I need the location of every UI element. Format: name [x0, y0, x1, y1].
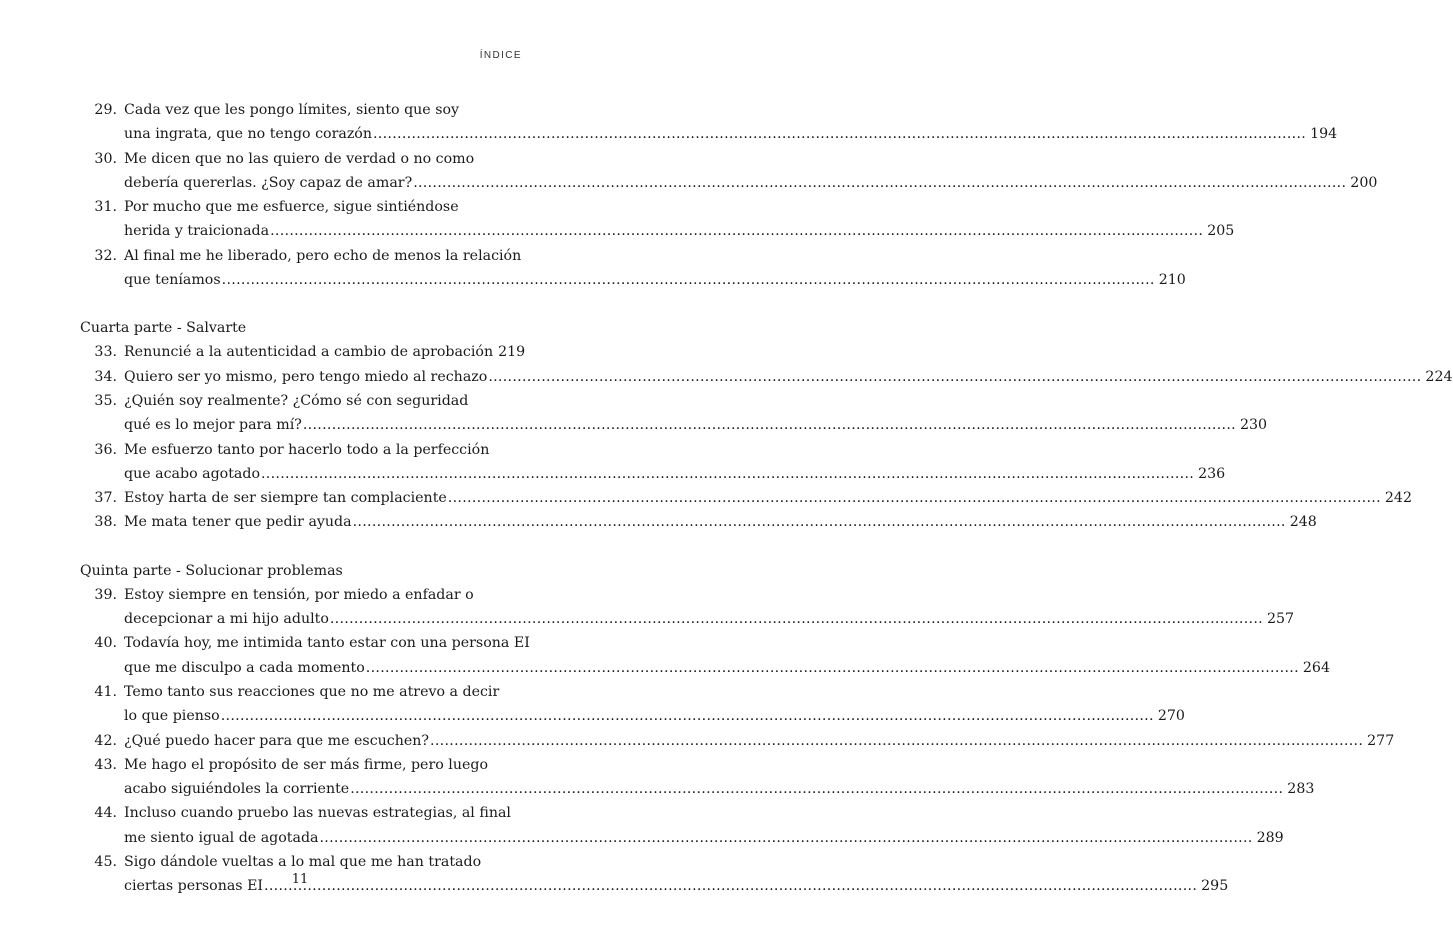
toc-entry-title-line: herida y traicionada — [124, 223, 270, 240]
toc-entry-page: 277 — [1367, 732, 1395, 749]
toc-entry-number: 30. — [94, 150, 117, 167]
toc-entry-page: 289 — [1256, 829, 1284, 846]
toc-entry-page: 242 — [1384, 490, 1412, 507]
toc-entry-title-line: ¿Quién soy realmente? ¿Cómo sé con seguridad — [124, 392, 469, 409]
toc-entry-page: 264 — [1302, 659, 1330, 676]
toc-entry-title-line: Me mata tener que pedir ayuda — [124, 514, 352, 531]
toc-entry[interactable] — [80, 98, 1338, 147]
toc-entry[interactable] — [80, 365, 1453, 389]
toc-entry-title-line: Renuncié a la autenticidad a cambio de aprobación — [124, 344, 494, 361]
dot-leader — [366, 656, 1299, 680]
toc-entry-page: 295 — [1201, 878, 1229, 895]
toc-entry-page: 270 — [1157, 708, 1185, 725]
toc-entry-page: 236 — [1198, 465, 1226, 482]
toc-section-title[interactable]: Quinta parte - Solucionar problemas — [80, 562, 343, 579]
toc-entry-number: 36. — [94, 441, 117, 458]
toc-entry-page: 205 — [1207, 223, 1235, 240]
toc-entry-title-line: Incluso cuando pruebo las nuevas estrategias, al final — [124, 805, 511, 822]
toc-entry-title-line: Me dicen que no las quiero de verdad o no como — [124, 150, 475, 167]
toc-entry-title-line: que teníamos — [124, 272, 221, 289]
toc-entry-number: 34. — [94, 368, 117, 385]
toc-entry-title-line: lo que pienso — [124, 708, 220, 725]
toc-entry-title-line: que acabo agotado — [124, 465, 260, 482]
toc-entry-title-line: Estoy siempre en tensión, por miedo a enfadar o — [124, 586, 474, 603]
toc-entry[interactable] — [80, 389, 1268, 438]
dot-leader — [303, 413, 1236, 437]
dot-leader — [221, 704, 1154, 728]
dot-leader — [488, 365, 1421, 389]
toc-entry-title-line: Temo tanto sus reacciones que no me atrevo a decir — [124, 683, 500, 700]
toc-entry[interactable] — [80, 729, 1395, 753]
toc-entry-number: 32. — [94, 247, 117, 264]
toc-entry-title-line: Sigo dándole vueltas a lo mal que me han tratado — [124, 854, 482, 871]
dot-leader — [320, 826, 1253, 850]
toc-entry[interactable] — [80, 195, 1235, 244]
toc-entry-title-line: Todavía hoy, me intimida tanto estar con una persona EI — [124, 635, 530, 652]
toc-entry[interactable] — [80, 510, 1317, 534]
running-head: ÍNDICE — [479, 50, 522, 61]
toc-entry[interactable] — [80, 583, 1295, 632]
toc-entry-page: 230 — [1239, 417, 1268, 434]
toc-entry[interactable] — [80, 486, 1412, 510]
toc-entry-number: 44. — [94, 805, 117, 822]
toc-entry-number: 42. — [94, 732, 117, 749]
toc-entry-title-line: Cada vez que les pongo límites, siento que soy — [124, 102, 460, 118]
toc-entry-page: 257 — [1266, 611, 1295, 628]
toc-entry-number: 41. — [94, 683, 117, 700]
toc-entry-title-line: me siento igual de agotada — [124, 829, 319, 846]
dot-leader — [270, 219, 1203, 243]
toc-entry-title-line: Me esfuerzo tanto por hacerlo todo a la perfección — [124, 441, 490, 458]
toc-entry-title-line: Al final me he liberado, pero echo de menos la relación — [124, 247, 522, 264]
toc-entry[interactable] — [80, 147, 1378, 196]
table-of-contents — [80, 98, 1453, 899]
toc-entry-page: 200 — [1350, 174, 1378, 191]
toc-entry-number: 40. — [94, 635, 117, 652]
dot-leader — [350, 777, 1283, 801]
toc-section — [80, 559, 1395, 899]
dot-leader — [261, 462, 1194, 486]
toc-entry-number: 43. — [94, 756, 117, 773]
toc-entry-title-line: Me hago el propósito de ser más firme, pero luego — [124, 756, 488, 773]
toc-entry-title-line: decepcionar a mi hijo adulto — [124, 611, 329, 628]
toc-entry-number: 38. — [94, 514, 117, 531]
toc-entry-page: 194 — [1310, 126, 1338, 143]
toc-entry-page: 219 — [498, 344, 526, 361]
toc-entry-title-line: una ingrata, que no tengo corazón — [124, 126, 372, 143]
toc-entry-page: 224 — [1425, 368, 1453, 385]
toc-entry-number: 35. — [94, 392, 117, 409]
toc-entry[interactable] — [80, 801, 1284, 850]
dot-leader — [430, 729, 1363, 753]
toc-entry-title-line: Por mucho que me esfuerce, sigue sintiéndose — [124, 199, 459, 216]
toc-entry-page: 283 — [1287, 781, 1315, 798]
toc-entry[interactable] — [80, 438, 1226, 487]
toc-entry-title-line: debería quererlas. ¿Soy capaz de amar? — [124, 174, 413, 191]
toc-entry-page: 248 — [1289, 514, 1317, 531]
toc-entry-number: 33. — [94, 344, 117, 361]
dot-leader — [448, 486, 1381, 510]
page-number: 11 — [291, 872, 309, 887]
toc-entry[interactable] — [80, 244, 1186, 293]
toc-entry-title-line: acabo siguiéndoles la corriente — [124, 781, 350, 798]
toc-entry[interactable] — [80, 753, 1315, 802]
toc-entry[interactable] — [80, 340, 526, 364]
toc-entry-title-line: Estoy harta de ser siempre tan complaciente — [124, 490, 447, 507]
toc-section — [80, 316, 1453, 534]
dot-leader — [353, 510, 1286, 534]
toc-entry-number: 31. — [94, 199, 117, 216]
toc-entry-number: 45. — [94, 854, 117, 871]
toc-entry-number: 29. — [94, 102, 117, 118]
dot-leader — [373, 122, 1306, 146]
toc-entry-title-line: que me disculpo a cada momento — [124, 659, 365, 676]
toc-entry[interactable] — [80, 631, 1330, 680]
toc-continued-entries — [80, 98, 1378, 292]
toc-entry-page: 210 — [1158, 272, 1186, 289]
toc-entry-number: 39. — [94, 586, 117, 603]
toc-entry-title-line: Quiero ser yo mismo, pero tengo miedo al rechazo — [124, 368, 488, 385]
dot-leader — [330, 607, 1263, 631]
dot-leader — [413, 171, 1346, 195]
dot-leader — [222, 268, 1155, 292]
toc-sections — [80, 316, 1453, 898]
toc-entry-title-line: ¿Qué puedo hacer para que me escuchen? — [124, 732, 430, 749]
toc-entry-title-line: ciertas personas EI — [124, 878, 264, 895]
toc-section-title[interactable]: Cuarta parte - Salvarte — [80, 320, 247, 337]
toc-entry[interactable] — [80, 680, 1185, 729]
toc-entry-title-line: qué es lo mejor para mí? — [124, 417, 302, 434]
toc-entry-number: 37. — [94, 490, 117, 507]
